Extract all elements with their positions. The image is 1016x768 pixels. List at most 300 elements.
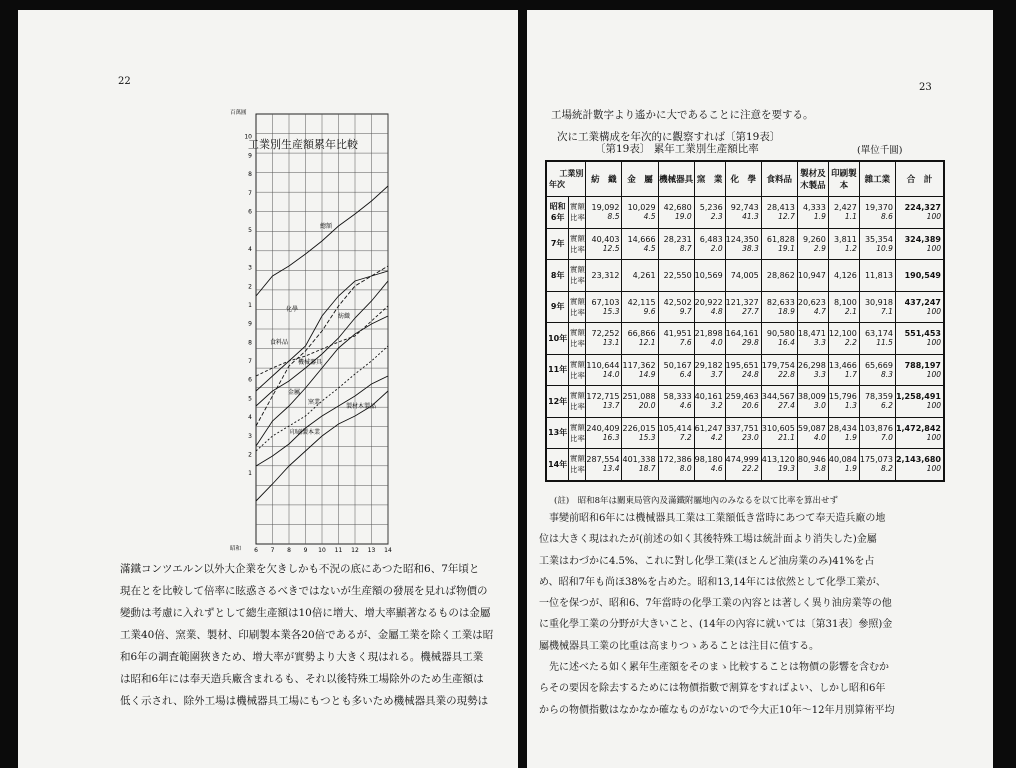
year-cell: 7年	[546, 228, 569, 260]
value-cell	[622, 291, 658, 323]
ratio-value: 7.6	[679, 338, 692, 348]
ratio-value: 100	[926, 464, 941, 474]
ratio-value: 4.0	[710, 338, 723, 348]
amount-value: 4,126	[833, 270, 857, 280]
value-cell	[828, 323, 859, 355]
amount-value: 92,743	[730, 203, 759, 213]
value-cell	[761, 197, 797, 229]
axis-unit-label: 百萬圓	[230, 110, 247, 116]
col-header: 食料品	[761, 161, 797, 197]
table-row	[546, 323, 944, 355]
ratio-value: 24.8	[742, 369, 759, 379]
kind-cell	[569, 417, 586, 449]
ratio-value: 4.0	[813, 432, 826, 442]
value-cell	[694, 260, 725, 292]
line-chart	[228, 106, 398, 552]
ratio-value: 7.0	[881, 432, 893, 442]
amount-value: 226,015	[622, 423, 656, 433]
text-line: め、昭和7年も尚ほ38%を占めた。昭和13,14年には依然として化學工業が、	[539, 576, 886, 588]
ratio-value: 7.1	[881, 306, 893, 316]
ratio-value: 1.2	[844, 243, 857, 253]
series-label: 紡織	[338, 313, 351, 320]
value-cell	[859, 323, 895, 355]
value-cell	[895, 291, 944, 323]
amount-value: 61,247	[694, 423, 723, 433]
value-cell	[828, 417, 859, 449]
y-tick-label: 8	[248, 339, 252, 347]
ratio-value: 3.3	[813, 369, 826, 379]
value-cell	[797, 291, 828, 323]
table-row	[546, 386, 944, 418]
ratio-value: 4.2	[710, 432, 723, 442]
ratio-value: 16.3	[602, 432, 620, 442]
kind-ratio-label: 比率	[569, 307, 585, 317]
ratio-value: 8.0	[679, 464, 692, 474]
amount-value: 67,103	[591, 297, 620, 307]
amount-value: 310,605	[761, 423, 795, 433]
ratio-value: 12.1	[638, 338, 656, 348]
kind-amount-label: 實額	[569, 359, 585, 369]
ratio-value: 3.3	[813, 338, 826, 348]
text-line: 先に述べたる如く累年生產額をそのまゝ比較することは物價の影響を含むか	[549, 662, 889, 674]
amount-value: 20,922	[694, 297, 723, 307]
value-cell	[828, 449, 859, 481]
line-chart-figure	[228, 106, 398, 552]
kind-ratio-label: 比率	[569, 370, 585, 380]
value-cell	[658, 449, 694, 481]
table-note: (註) 昭和8年は關東局管內及滿鐵附屬地內のみなるを以て比率を算出せず	[554, 496, 839, 506]
ratio-value: 8.7	[679, 243, 692, 253]
ratio-value: 12.7	[778, 212, 795, 222]
amount-value: 61,828	[766, 234, 795, 244]
series-label: 食料品	[270, 339, 289, 346]
value-cell	[761, 386, 797, 418]
value-cell	[828, 197, 859, 229]
ratio-value: 23.0	[742, 432, 759, 442]
value-cell	[761, 417, 797, 449]
ratio-value: 22.2	[742, 464, 759, 474]
ratio-value: 18.7	[638, 464, 656, 474]
value-cell	[658, 291, 694, 323]
ratio-value: 22.8	[778, 369, 795, 379]
x-tick-label: 8	[287, 547, 291, 552]
ratio-value: 29.8	[742, 338, 759, 348]
y-tick-label: 6	[248, 376, 252, 384]
amount-value: 551,453	[904, 329, 941, 339]
year-cell: 8年	[546, 260, 569, 292]
ratio-value: 3.2	[710, 401, 723, 411]
value-cell	[797, 417, 828, 449]
value-cell	[586, 386, 622, 418]
value-cell	[622, 228, 658, 260]
value-cell	[797, 323, 828, 355]
corner-bottom: 年次	[549, 180, 565, 189]
text-line: 和6年の調査範圍狹きため、增大率が實勢より大きく現はれる。機械器具工業	[120, 651, 484, 663]
ratio-value: 15.3	[602, 306, 620, 316]
corner-top: 工業別	[559, 169, 584, 178]
amount-value: 10,569	[694, 270, 723, 280]
ratio-value: 9.6	[643, 306, 656, 316]
value-cell	[761, 354, 797, 386]
y-tick-label: 2	[248, 451, 252, 459]
col-header: 製材及木製品	[797, 161, 828, 197]
y-tick-label: 1	[248, 470, 252, 478]
amount-value: 190,549	[904, 270, 941, 280]
table-title	[595, 141, 903, 156]
year-cell: 11年	[546, 354, 569, 386]
amount-value: 58,333	[663, 392, 692, 402]
amount-value: 164,161	[725, 329, 759, 339]
amount-value: 14,666	[627, 234, 656, 244]
ratio-value: 1.7	[844, 369, 857, 379]
y-tick-label: 3	[248, 264, 252, 272]
amount-value: 42,502	[663, 297, 692, 307]
text-line: に重化學工業の分野が大きいこと、(14年の內容に就いては〔第31表〕參照)金	[539, 619, 893, 631]
corner-header	[546, 161, 586, 197]
ratio-value: 9.7	[679, 306, 692, 316]
ratio-value: 100	[926, 306, 941, 316]
amount-value: 2,143,680	[895, 455, 941, 465]
ratio-value: 8.6	[881, 212, 893, 222]
text-line: 低く示され、除外工場は機械器具工場にもつとも多いため機械器具業の現勢は	[120, 695, 489, 707]
kind-cell	[569, 197, 586, 229]
amount-value: 10,947	[797, 270, 826, 280]
value-cell	[895, 449, 944, 481]
y-tick-label: 7	[248, 358, 252, 366]
kind-cell	[569, 291, 586, 323]
amount-value: 12,100	[828, 329, 857, 339]
ratio-value: 100	[926, 432, 941, 442]
table-unit: (單位千圓)	[857, 145, 903, 156]
value-cell	[622, 449, 658, 481]
ratio-value: 19.1	[778, 243, 795, 253]
ratio-value: 2.3	[710, 212, 723, 222]
value-cell	[859, 260, 895, 292]
y-tick-label: 2	[248, 283, 252, 291]
amount-value: 172,715	[586, 392, 620, 402]
text-line: 工場統計數字より遙かに大であることに注意を要する。	[551, 109, 814, 121]
amount-value: 474,999	[725, 455, 759, 465]
table-caption: 〔第19表〕 累年工業別生產額比率	[595, 143, 759, 155]
value-cell	[586, 417, 622, 449]
kind-cell	[569, 386, 586, 418]
table-row	[546, 417, 944, 449]
kind-ratio-label: 比率	[569, 339, 585, 349]
kind-cell	[569, 449, 586, 481]
amount-value: 22,550	[663, 270, 692, 280]
ratio-value: 3.8	[813, 464, 826, 474]
text-line: は昭和6年には奉天造兵廠含まれるも、それ以後特殊工場除外のため生產額は	[120, 673, 484, 685]
value-cell	[586, 323, 622, 355]
ratio-value: 13.4	[602, 464, 620, 474]
ratio-value: 20.6	[742, 401, 759, 411]
text-line: 位は大きく現はれたが(前述の如く其後特殊工場は統計面より消失した)金屬	[539, 534, 877, 546]
amount-value: 2,427	[833, 203, 857, 213]
amount-value: 175,073	[859, 455, 893, 465]
ratio-value: 19.0	[674, 212, 692, 222]
ratio-value: 1.3	[844, 401, 857, 411]
value-cell	[859, 291, 895, 323]
ratio-value: 100	[926, 212, 941, 222]
value-cell	[694, 354, 725, 386]
value-cell	[725, 354, 761, 386]
kind-cell	[569, 228, 586, 260]
page-number: 22	[118, 76, 131, 87]
series-label: 金屬	[288, 389, 301, 396]
value-cell	[725, 197, 761, 229]
value-cell	[694, 228, 725, 260]
value-cell	[859, 417, 895, 449]
y-tick-label: 7	[248, 189, 252, 197]
kind-amount-label: 實額	[569, 454, 585, 464]
text-line: からの物價指數はなかなか確なものがないので今大正10年〜12年月別算術平均	[539, 704, 895, 716]
amount-value: 121,327	[725, 297, 759, 307]
ratio-value: 11.5	[876, 338, 893, 348]
ratio-value: 16.4	[778, 338, 795, 348]
amount-value: 788,197	[904, 360, 941, 370]
amount-value: 38,009	[797, 392, 826, 402]
y-tick-label: 4	[248, 245, 252, 253]
amount-value: 40,403	[591, 234, 620, 244]
amount-value: 30,918	[864, 297, 893, 307]
amount-value: 105,414	[658, 423, 692, 433]
y-tick-label: 9	[248, 320, 252, 328]
y-tick-label: 5	[248, 395, 252, 403]
y-tick-label: 10	[244, 133, 252, 141]
kind-ratio-label: 比率	[569, 402, 585, 412]
kind-amount-label: 實額	[569, 296, 585, 306]
amount-value: 15,796	[828, 392, 857, 402]
amount-value: 103,876	[859, 423, 893, 433]
series-label: 化學	[286, 306, 299, 313]
ratio-value: 2.9	[813, 243, 826, 253]
amount-value: 11,813	[864, 270, 893, 280]
value-cell	[895, 386, 944, 418]
ratio-value: 13.1	[602, 338, 620, 348]
value-cell	[725, 449, 761, 481]
left-page	[18, 10, 518, 768]
x-tick-label: 11	[334, 547, 343, 552]
amount-value: 413,120	[761, 455, 795, 465]
ratio-value: 2.2	[844, 338, 857, 348]
amount-value: 1,258,491	[895, 392, 941, 402]
amount-value: 59,087	[797, 423, 826, 433]
value-cell	[694, 449, 725, 481]
amount-value: 324,389	[904, 234, 941, 244]
value-cell	[797, 197, 828, 229]
value-cell	[859, 386, 895, 418]
ratio-value: 2.0	[710, 243, 723, 253]
year-cell: 昭和6年	[546, 197, 569, 229]
amount-value: 18,471	[797, 329, 826, 339]
value-cell	[622, 354, 658, 386]
col-header: 合 計	[895, 161, 944, 197]
amount-value: 251,088	[622, 392, 656, 402]
ratio-value: 15.3	[638, 432, 656, 442]
value-cell	[725, 260, 761, 292]
year-cell: 12年	[546, 386, 569, 418]
year-cell: 13年	[546, 417, 569, 449]
amount-value: 117,362	[622, 360, 656, 370]
amount-value: 82,633	[766, 297, 795, 307]
col-header: 紡 織	[586, 161, 622, 197]
value-cell	[895, 260, 944, 292]
kind-cell	[569, 354, 586, 386]
ratio-value: 4.8	[710, 306, 723, 316]
value-cell	[586, 449, 622, 481]
value-cell	[797, 386, 828, 418]
amount-value: 8,100	[833, 297, 857, 307]
amount-value: 195,651	[725, 360, 759, 370]
amount-value: 98,180	[694, 455, 723, 465]
x-tick-label: 7	[270, 547, 275, 552]
ratio-value: 100	[926, 401, 941, 411]
left-paragraph	[120, 558, 493, 712]
ratio-value: 1.9	[813, 212, 826, 222]
ratio-value: 6.4	[679, 369, 692, 379]
value-cell	[859, 354, 895, 386]
value-cell	[725, 291, 761, 323]
ratio-value: 100	[926, 338, 941, 348]
amount-value: 179,754	[761, 360, 795, 370]
kind-ratio-label: 比率	[569, 465, 585, 475]
value-cell	[761, 260, 797, 292]
amount-value: 40,084	[828, 455, 857, 465]
text-line: 屬機械器具工業の比重は高まりつゝあることは注目に值する。	[539, 640, 819, 652]
ratio-value: 8.2	[881, 464, 893, 474]
text-line: 工業40倍、窯業、製材、印刷製本業各20倍であるが、金屬工業を除く工業は昭	[120, 629, 494, 641]
ratio-value: 41.3	[742, 212, 759, 222]
value-cell	[761, 449, 797, 481]
value-cell	[586, 197, 622, 229]
amount-value: 124,350	[725, 234, 759, 244]
value-cell	[622, 197, 658, 229]
amount-value: 172,386	[658, 455, 692, 465]
table-header-row	[546, 161, 944, 197]
value-cell	[828, 260, 859, 292]
value-cell	[725, 386, 761, 418]
value-cell	[895, 228, 944, 260]
amount-value: 28,862	[766, 270, 795, 280]
value-cell	[828, 228, 859, 260]
amount-value: 80,946	[797, 455, 826, 465]
table-row	[546, 197, 944, 229]
amount-value: 4,261	[632, 270, 656, 280]
amount-value: 5,236	[699, 203, 723, 213]
ratio-value: 100	[926, 243, 941, 253]
table-row	[546, 291, 944, 323]
amount-value: 35,354	[864, 234, 893, 244]
table-row	[546, 449, 944, 481]
amount-value: 63,174	[864, 329, 893, 339]
series-label: 總額	[320, 223, 333, 230]
value-cell	[658, 228, 694, 260]
x-tick-label: 10	[318, 547, 326, 552]
kind-ratio-label: 比率	[569, 276, 585, 286]
ratio-value: 1.9	[844, 432, 857, 442]
value-cell	[622, 260, 658, 292]
value-cell	[828, 291, 859, 323]
ratio-value: 8.3	[881, 369, 893, 379]
x-tick-label: 12	[351, 547, 359, 552]
amount-value: 40,161	[694, 392, 723, 402]
kind-amount-label: 實額	[569, 391, 585, 401]
kind-amount-label: 實額	[569, 233, 585, 243]
year-cell: 14年	[546, 449, 569, 481]
amount-value: 42,115	[627, 297, 656, 307]
value-cell	[828, 386, 859, 418]
ratio-value: 3.7	[710, 369, 723, 379]
ratio-value: 8.5	[607, 212, 620, 222]
ratio-value: 18.9	[778, 306, 795, 316]
amount-value: 13,466	[828, 360, 857, 370]
amount-value: 26,298	[797, 360, 826, 370]
value-cell	[586, 291, 622, 323]
value-cell	[859, 449, 895, 481]
value-cell	[895, 354, 944, 386]
value-cell	[797, 260, 828, 292]
value-cell	[694, 323, 725, 355]
series-label: 窯業	[308, 399, 321, 406]
kind-cell	[569, 260, 586, 292]
production-table	[545, 160, 945, 482]
amount-value: 344,567	[761, 392, 795, 402]
ratio-value: 38.3	[742, 243, 759, 253]
amount-value: 50,167	[663, 360, 692, 370]
ratio-value: 20.0	[638, 401, 656, 411]
value-cell	[694, 197, 725, 229]
value-cell	[859, 228, 895, 260]
value-cell	[622, 417, 658, 449]
amount-value: 42,680	[663, 203, 692, 213]
amount-value: 6,483	[699, 234, 723, 244]
ratio-value: 12.5	[602, 243, 620, 253]
right-paragraph	[539, 508, 894, 721]
value-cell	[622, 386, 658, 418]
ratio-value: 100	[926, 369, 941, 379]
y-tick-label: 5	[248, 227, 252, 235]
col-header: 窯 業	[694, 161, 725, 197]
text-line: 次に工業構成を年次的に觀察すれば〔第19表〕	[557, 131, 781, 143]
amount-value: 29,182	[694, 360, 723, 370]
value-cell	[658, 386, 694, 418]
amount-value: 10,029	[627, 203, 656, 213]
kind-ratio-label: 比率	[569, 433, 585, 443]
ratio-value: 2.1	[844, 306, 857, 316]
value-cell	[859, 197, 895, 229]
amount-value: 287,554	[586, 455, 620, 465]
value-cell	[761, 323, 797, 355]
amount-value: 4,333	[802, 203, 826, 213]
y-tick-label: 9	[248, 152, 252, 160]
ratio-value: 13.7	[602, 401, 620, 411]
value-cell	[658, 417, 694, 449]
value-cell	[586, 260, 622, 292]
value-cell	[658, 260, 694, 292]
text-line: 工業はわづかに4.5%、これに對し化學工業(ほとんど油房業のみ)41%を占	[539, 555, 875, 567]
value-cell	[586, 354, 622, 386]
amount-value: 28,413	[766, 203, 795, 213]
ratio-value: 4.6	[710, 464, 723, 474]
value-cell	[586, 228, 622, 260]
value-cell	[694, 417, 725, 449]
amount-value: 28,434	[828, 423, 857, 433]
amount-value: 78,359	[864, 392, 893, 402]
text-line: 變動は考慮に入れずとして總生產額は10倍に增大、增大率顯著なるものは金屬	[120, 607, 491, 619]
amount-value: 1,472,842	[895, 423, 941, 433]
x-tick-label: 6	[254, 547, 258, 552]
value-cell	[658, 323, 694, 355]
